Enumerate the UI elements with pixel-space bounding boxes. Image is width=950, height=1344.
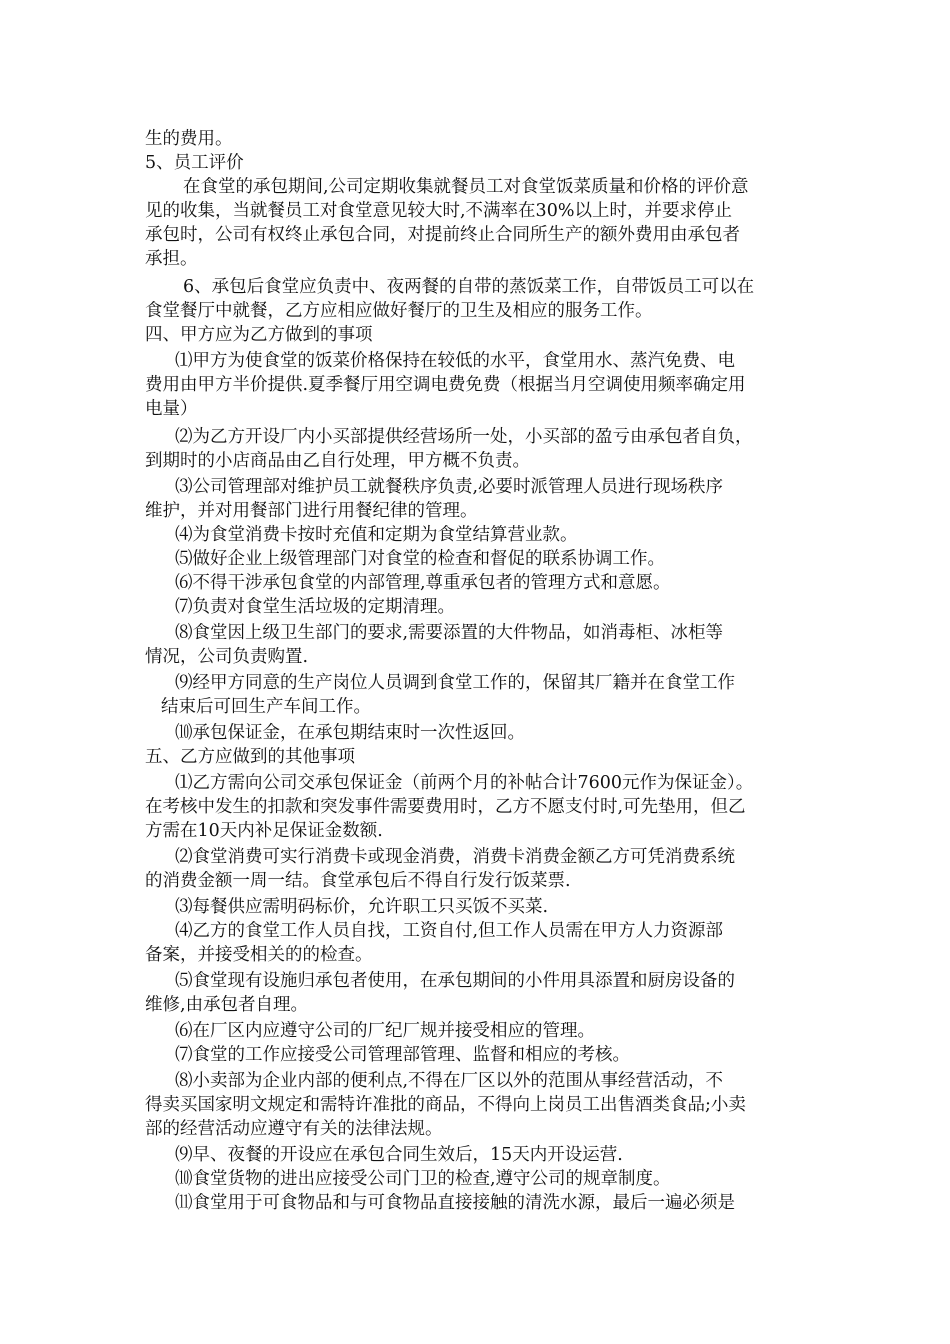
text-line: 情况，公司负责购置. [145,647,309,667]
text-line: 6、承包后食堂应负责中、夜两餐的自带的蒸饭菜工作，自带饭员工可以在 [183,277,755,297]
text-line: ⑷为食堂消费卡按时充值和定期为食堂结算营业款。 [175,525,578,545]
text-line: ⑵食堂消费可实行消费卡或现金消费，消费卡消费金额乙方可凭消费系统 [175,847,735,867]
text-line: 维修,由承包者自理。 [145,995,309,1015]
text-line: 在考核中发生的扣款和突发事件需要费用时，乙方不愿支付时,可先垫用，但乙 [145,797,746,817]
section-heading: 5、员工评价 [145,153,244,173]
text-line: 在食堂的承包期间,公司定期收集就餐员工对食堂饭菜质量和价格的评价意 [183,177,749,197]
text-line: ⑻食堂因上级卫生部门的要求,需要添置的大件物品，如消毒柜、冰柜等 [175,623,724,643]
text-line: ⑾食堂用于可食物品和与可食物品直接接触的清洗水源，最后一遍必须是 [175,1193,735,1213]
text-line: 见的收集，当就餐员工对食堂意见较大时,不满率在30%以上时，并要求停止 [145,201,732,221]
text-line: ⑴乙方需向公司交承包保证金（前两个月的补帖合计7600元作为保证金）。 [175,773,754,793]
text-line: 得卖买国家明文规定和需特许准批的商品，不得向上岗员工出售酒类食品;小卖 [145,1095,746,1115]
section-heading: 四、甲方应为乙方做到的事项 [145,325,373,345]
text-line: ⑹不得干涉承包食堂的内部管理,尊重承包者的管理方式和意愿。 [175,573,671,593]
text-line: 电量） [145,399,198,419]
text-line: ⑽承包保证金，在承包期结束时一次性返回。 [175,723,525,743]
text-line: 维护，并对用餐部门进行用餐纪律的管理。 [145,501,478,521]
text-line: 到期时的小店商品由乙自行处理，甲方概不负责。 [145,451,530,471]
text-line: ⑶公司管理部对维护员工就餐秩序负责,必要时派管理人员进行现场秩序 [175,477,724,497]
text-line: ⑺食堂的工作应接受公司管理部管理、监督和相应的考核。 [175,1045,630,1065]
text-line: 费用由甲方半价提供.夏季餐厅用空调电费免费（根据当月空调使用频率确定用 [145,375,746,395]
text-line: ⑹在厂区内应遵守公司的厂纪厂规并接受相应的管理。 [175,1021,595,1041]
text-line: 的消费金额一周一结。食堂承包后不得自行发行饭菜票. [145,871,571,891]
text-line: ⑴甲方为使食堂的饭菜价格保持在较低的水平，食堂用水、蒸汽免费、电 [175,351,735,371]
text-line: ⑶每餐供应需明码标价，允许职工只买饭不买菜. [175,897,549,917]
text-line: ⑸做好企业上级管理部门对食堂的检查和督促的联系协调工作。 [175,549,665,569]
text-line: ⑼早、夜餐的开设应在承包合同生效后，15天内开设运营. [175,1145,623,1165]
text-line: ⑷乙方的食堂工作人员自找，工资自付,但工作人员需在甲方人力资源部 [175,921,724,941]
text-line: 结束后可回生产车间工作。 [161,697,371,717]
text-line: 承担。 [145,249,198,269]
text-line: ⑼经甲方同意的生产岗位人员调到食堂工作的，保留其厂籍并在食堂工作 [175,673,735,693]
text-line: 方需在10天内补足保证金数额. [145,821,383,841]
text-line: ⑺负责对食堂生活垃圾的定期清理。 [175,597,455,617]
text-line: 食堂餐厅中就餐，乙方应相应做好餐厅的卫生及相应的服务工作。 [145,301,653,321]
section-heading: 五、乙方应做到的其他事项 [145,747,355,767]
text-line: ⑻小卖部为企业内部的便利点,不得在厂区以外的范围从事经营活动，不 [175,1071,724,1091]
text-line: 生的费用。 [145,129,233,149]
text-line: 备案，并接受相关的的检查。 [145,945,373,965]
text-line: 部的经营活动应遵守有关的法律法规。 [145,1119,443,1139]
text-line: 承包时，公司有权终止承包合同，对提前终止合同所生产的额外费用由承包者 [145,225,740,245]
text-line: ⑽食堂货物的进出应接受公司门卫的检查,遵守公司的规章制度。 [175,1169,671,1189]
text-line: ⑵为乙方开设厂内小买部提供经营场所一处，小买部的盈亏由承包者自负， [175,427,753,447]
text-line: ⑸食堂现有设施归承包者使用，在承包期间的小件用具添置和厨房设备的 [175,971,735,991]
